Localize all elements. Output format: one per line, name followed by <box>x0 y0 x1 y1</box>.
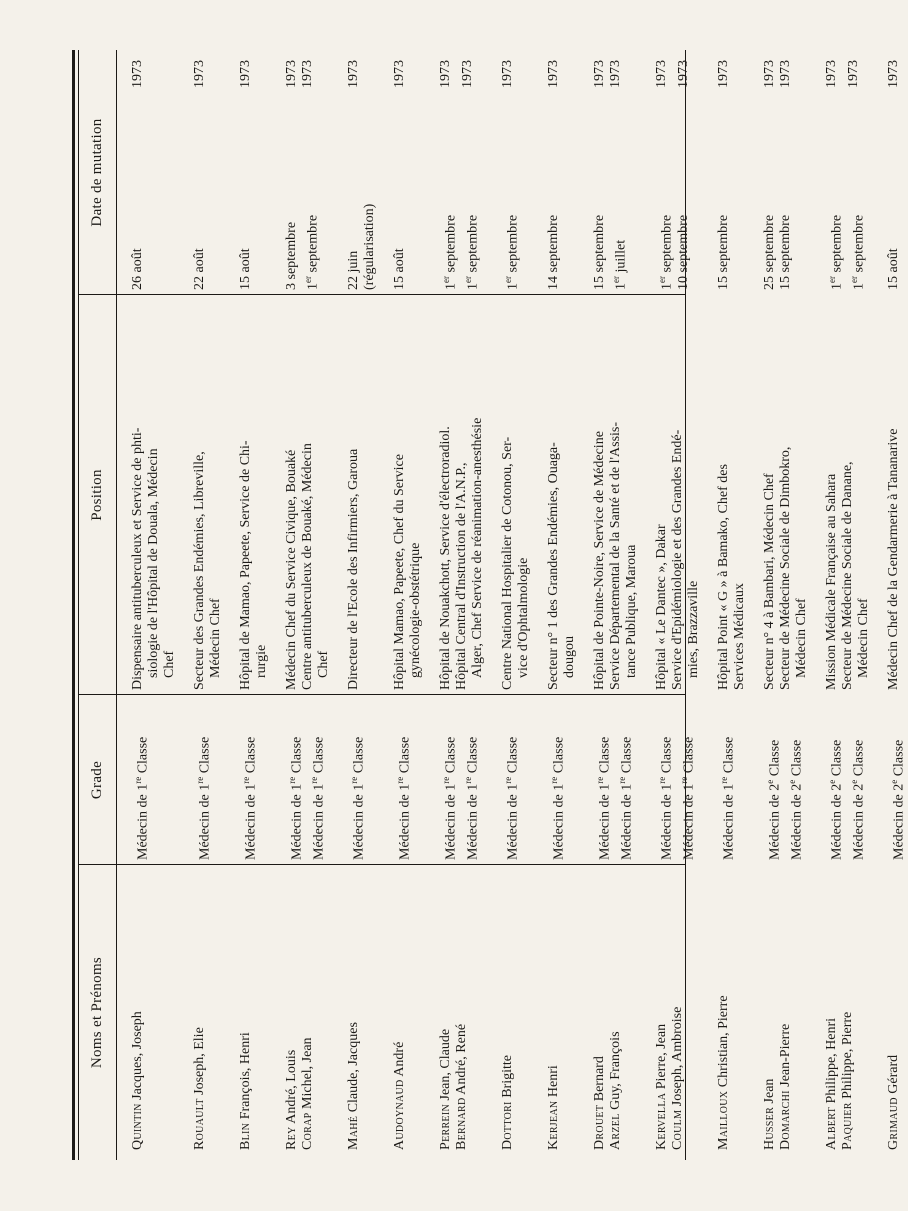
position-line: Chef <box>316 650 331 678</box>
table-row <box>238 50 270 1160</box>
grade-text: Médecin de 1re Classe <box>678 736 697 860</box>
last-name: Kervella <box>654 1092 669 1150</box>
date-day: 15 août <box>886 248 901 290</box>
date-year: 1973 <box>592 60 607 88</box>
cell-position <box>762 300 810 690</box>
first-name: Michel, Jean <box>300 1037 315 1113</box>
position-line: Médecin Chef <box>794 598 809 678</box>
date-day: 1er septembre <box>827 214 845 290</box>
person-name <box>546 870 562 1150</box>
date-year: 1973 <box>392 60 407 88</box>
table-row <box>592 50 640 1160</box>
grade-text: Médecin de 2e Classe <box>786 739 805 860</box>
cell-date <box>824 60 867 290</box>
position-line: Dispensaire antituberculeux et Service de phti- <box>130 427 145 690</box>
cell-name <box>392 870 408 1150</box>
position-line: Médecin Chef <box>856 598 871 678</box>
cell-name <box>192 870 208 1150</box>
cell-position <box>654 300 702 690</box>
cell-position <box>238 300 270 690</box>
person-name <box>454 870 470 1150</box>
date-entry <box>846 60 868 290</box>
position-line: Service Départemental de la Santé et de l'Assis- <box>608 421 623 690</box>
date-year: 1973 <box>192 60 207 88</box>
cell-grade <box>654 700 697 860</box>
position-line: Services Médicaux <box>732 583 747 690</box>
person-name <box>392 870 408 1150</box>
date-day: 15 septembre <box>778 214 793 290</box>
date-day: 1er septembre <box>441 214 459 290</box>
first-name: André <box>392 1041 407 1080</box>
table-row <box>346 50 378 1160</box>
date-entry <box>130 60 146 290</box>
first-name: Christian, Pierre <box>716 995 731 1091</box>
date-day: 26 août <box>130 248 145 290</box>
first-name: Claude, Jacques <box>346 1022 361 1116</box>
date-entry <box>824 60 846 290</box>
cell-date <box>392 60 408 290</box>
first-name: Jean, Claude <box>438 1028 453 1104</box>
position-line: Alger, Chef Service de réanimation-anesthésie <box>470 417 485 678</box>
table-row <box>392 50 424 1160</box>
date-entry <box>460 60 482 290</box>
cell-name <box>716 870 732 1150</box>
position-line: Médecin Chef de la Gendarmerie à Tananarive <box>886 428 901 690</box>
last-name: Rey <box>284 1126 299 1150</box>
cell-grade <box>886 700 908 860</box>
cell-name <box>238 870 254 1150</box>
position-line: Hôpital de Pointe-Noire, Service de Médecine <box>592 431 607 690</box>
header-date: Date de mutation <box>88 118 105 227</box>
cell-date <box>130 60 146 290</box>
date-year: 1973 <box>675 60 691 88</box>
grade-text: Médecin de 1re Classe <box>595 736 613 860</box>
cell-grade <box>824 700 867 860</box>
last-name: Coulm <box>670 1109 685 1150</box>
cell-position <box>192 300 224 690</box>
person-name <box>592 870 608 1150</box>
person-name <box>608 870 624 1150</box>
person-name <box>886 870 902 1150</box>
date-year: 1973 <box>762 60 777 88</box>
cell-name <box>346 870 362 1150</box>
position-line: Médecin Chef <box>208 598 223 678</box>
position-line: Hôpital de Nouakchott, Service d'électroradiol. <box>438 426 453 690</box>
date-entry <box>778 60 794 290</box>
position-line: Secteur de Médecine Sociale de Dimbokro, <box>778 446 793 690</box>
date-day: 15 septembre <box>716 214 731 290</box>
table-row <box>886 50 907 1160</box>
first-name: François, Henri <box>238 1032 253 1123</box>
cell-name <box>824 870 856 1150</box>
grade-text: Médecin de 2e Classe <box>889 739 907 860</box>
date-entry <box>362 60 378 290</box>
top-rule-thick <box>72 50 75 1160</box>
date-entry <box>608 60 630 290</box>
cell-grade <box>438 700 481 860</box>
table-row <box>716 50 748 1160</box>
grade-text: Médecin de 1re Classe <box>616 736 635 860</box>
date-entry <box>886 60 902 290</box>
last-name: Audoynaud <box>392 1079 407 1150</box>
date-entry <box>716 60 732 290</box>
date-year: 1973 <box>546 60 561 88</box>
table-row <box>762 50 810 1160</box>
cell-grade <box>346 700 368 860</box>
first-name: Jean <box>762 1078 777 1107</box>
date-entry <box>654 60 676 290</box>
last-name: Perrein <box>438 1104 453 1150</box>
table-row <box>284 50 332 1160</box>
date-entry <box>392 60 408 290</box>
person-name <box>824 870 840 1150</box>
grade-text: Médecin de 1re Classe <box>287 736 305 860</box>
table-row <box>546 50 578 1160</box>
date-entry <box>546 60 562 290</box>
date-year: 1973 <box>608 60 623 88</box>
date-day: 1er septembre <box>503 214 521 290</box>
cell-name <box>130 870 146 1150</box>
person-name <box>192 870 208 1150</box>
person-name <box>840 870 856 1150</box>
cell-position <box>392 300 424 690</box>
person-name <box>670 870 686 1150</box>
date-year: 1973 <box>654 60 669 88</box>
date-year: 1973 <box>459 60 475 88</box>
cell-grade <box>392 700 414 860</box>
date-entry <box>438 60 460 290</box>
grade-text: Médecin de 1re Classe <box>349 736 367 860</box>
table-row <box>438 50 486 1160</box>
table-row <box>824 50 872 1160</box>
date-day: 15 août <box>392 248 407 290</box>
person-name <box>346 870 362 1150</box>
grade-text: Médecin de 1re Classe <box>308 736 327 860</box>
position-line: Mission Médicale Française au Sahara <box>824 473 839 690</box>
cell-grade <box>284 700 327 860</box>
last-name: Quintin <box>130 1103 145 1150</box>
cell-date <box>716 60 732 290</box>
last-name: Mahé <box>346 1115 361 1150</box>
first-name: Jean-Pierre <box>778 1023 793 1091</box>
cell-position <box>500 300 532 690</box>
cell-date <box>500 60 522 290</box>
position-line: Centre National Hospitalier de Cotonou, Ser- <box>500 436 515 690</box>
cell-name <box>592 870 624 1150</box>
cell-name <box>438 870 470 1150</box>
cell-name <box>500 870 516 1150</box>
grade-text: Médecin de 2e Classe <box>827 739 845 860</box>
top-rule-thin <box>78 50 79 1160</box>
last-name: Domarchi <box>778 1090 793 1150</box>
person-name <box>762 870 778 1150</box>
position-line: Secteur n° 1 des Grandes Endémies, Ouaga- <box>546 442 561 690</box>
person-name <box>238 870 254 1150</box>
cell-grade <box>762 700 805 860</box>
date-year: 1973 <box>300 60 315 88</box>
date-year: 1973 <box>346 60 361 88</box>
cell-name <box>546 870 562 1150</box>
last-name: Drouet <box>592 1104 607 1150</box>
person-name <box>500 870 516 1150</box>
date-day: 1er septembre <box>657 214 675 290</box>
person-name <box>284 870 300 1150</box>
person-name <box>778 870 794 1150</box>
date-entry <box>192 60 208 290</box>
cell-name <box>284 870 316 1150</box>
cell-grade <box>500 700 522 860</box>
last-name: Blin <box>238 1122 253 1150</box>
person-name <box>300 870 316 1150</box>
cell-position <box>716 300 748 690</box>
position-line: dougou <box>562 636 577 678</box>
last-name: Albert <box>824 1107 839 1150</box>
cell-date <box>592 60 630 290</box>
date-day: 22 juin <box>346 250 361 290</box>
cell-date <box>192 60 208 290</box>
last-name: Dottori <box>500 1101 515 1150</box>
date-day: 25 septembre <box>762 214 777 290</box>
cell-grade <box>716 700 738 860</box>
cell-grade <box>592 700 635 860</box>
position-line: Hôpital Mamao, Papeete, Chef du Service <box>392 454 407 690</box>
cell-grade <box>130 700 152 860</box>
date-entry <box>346 60 362 290</box>
cell-grade <box>238 700 260 860</box>
date-year: 1973 <box>845 60 861 88</box>
date-entry <box>676 60 692 290</box>
cell-name <box>654 870 686 1150</box>
date-day: 15 septembre <box>592 214 607 290</box>
last-name: Rouault <box>192 1098 207 1150</box>
first-name: André, Louis <box>284 1049 299 1127</box>
header-name: Noms et Prénoms <box>88 956 105 1069</box>
cell-date <box>546 60 562 290</box>
date-year: 1973 <box>238 60 253 88</box>
cell-position <box>438 300 486 690</box>
person-name <box>130 870 146 1150</box>
grade-text: Médecin de 1re Classe <box>549 736 567 860</box>
date-day: 3 septembre <box>284 221 299 290</box>
date-day: 1er septembre <box>462 214 481 290</box>
first-name: Philippe, Henri <box>824 1017 839 1108</box>
date-day: 10 septembre <box>675 214 691 290</box>
position-line: gynécologie-obstétrique <box>408 542 423 678</box>
cell-position <box>284 300 332 690</box>
grade-text: Médecin de 1re Classe <box>503 736 521 860</box>
position-line: Secteur de Médecine Sociale de Danane, <box>840 461 855 690</box>
first-name: Guy, François <box>608 1031 623 1114</box>
date-year: 1973 <box>716 60 731 88</box>
cell-position <box>824 300 872 690</box>
date-day: 1er juillet <box>611 239 629 290</box>
header-grade: Grade <box>88 760 105 800</box>
cell-position <box>546 300 578 690</box>
first-name: Brigitte <box>500 1055 515 1102</box>
date-year: 1973 <box>886 60 901 88</box>
position-line: Secteur des Grandes Endémies, Libreville, <box>192 451 207 690</box>
date-entry <box>762 60 778 290</box>
date-entry <box>238 60 254 290</box>
grade-text: Médecin de 2e Classe <box>765 739 783 860</box>
cell-date <box>438 60 481 290</box>
table-row <box>192 50 224 1160</box>
first-name: Philippe, Pierre <box>840 1011 855 1103</box>
date-year: 1973 <box>778 60 793 88</box>
first-name: Joseph, Elie <box>192 1027 207 1099</box>
person-name <box>438 870 454 1150</box>
cell-position <box>130 300 178 690</box>
cell-date <box>886 60 902 290</box>
cell-grade <box>546 700 568 860</box>
first-name: Gérard <box>886 1054 901 1098</box>
cell-date <box>654 60 692 290</box>
position-line: vice d'Ophtalmologie <box>516 557 531 678</box>
first-name: Joseph, Ambroise <box>670 1006 685 1110</box>
first-name: Henri <box>546 1065 561 1101</box>
grade-text: Médecin de 1re Classe <box>395 736 413 860</box>
grade-text: Médecin de 1re Classe <box>195 736 213 860</box>
grade-text: Médecin de 1re Classe <box>657 736 675 860</box>
position-line: Hôpital Central d'Instruction de l'A.N.P., <box>454 462 469 690</box>
cell-date <box>284 60 322 290</box>
last-name: Mailloux <box>716 1090 731 1150</box>
person-name <box>654 870 670 1150</box>
last-name: Bernard <box>454 1097 469 1150</box>
grade-text: Médecin de 1re Classe <box>719 736 737 860</box>
date-entry <box>500 60 522 290</box>
date-year: 1973 <box>130 60 145 88</box>
first-name: André, René <box>454 1023 469 1098</box>
last-name: Kerjean <box>546 1100 561 1150</box>
position-line: tance Publique, Maroua <box>624 544 639 678</box>
last-name: Grimaud <box>886 1097 901 1150</box>
last-name: Corap <box>300 1112 315 1150</box>
last-name: Husser <box>762 1106 777 1150</box>
grade-text: Médecin de 2e Classe <box>848 739 867 860</box>
cell-position <box>346 300 362 690</box>
cell-position <box>886 300 902 690</box>
grade-text: Médecin de 1re Classe <box>133 736 151 860</box>
grade-text: Médecin de 1re Classe <box>462 736 481 860</box>
position-line: Centre antituberculeux de Bouaké, Médecin <box>300 443 315 690</box>
date-day: 14 septembre <box>546 214 561 290</box>
table-row <box>500 50 532 1160</box>
date-day: 1er septembre <box>848 214 867 290</box>
date-year: 1973 <box>824 60 839 88</box>
cell-date <box>238 60 254 290</box>
date-day: 1er septembre <box>303 214 321 290</box>
first-name: Bernard <box>592 1056 607 1105</box>
grade-text: Médecin de 1re Classe <box>241 736 259 860</box>
cell-grade <box>192 700 214 860</box>
cell-date <box>346 60 378 290</box>
date-entry <box>300 60 322 290</box>
person-name <box>716 870 732 1150</box>
last-name: Arzel <box>608 1113 623 1150</box>
date-entry <box>284 60 300 290</box>
first-name: Pierre, Jean <box>654 1023 669 1093</box>
position-line: rurgie <box>254 644 269 678</box>
rotated-table <box>68 50 907 1160</box>
cell-date <box>762 60 794 290</box>
header-rule <box>116 50 117 1160</box>
position-line: Directeur de l'Ecole des Infirmiers, Garoua <box>346 448 361 690</box>
position-line: mies, Brazzaville <box>686 580 701 678</box>
position-line: siologie de l'Hôpital de Douala, Médecin <box>146 448 161 678</box>
cell-position <box>592 300 640 690</box>
cell-name <box>762 870 794 1150</box>
position-line: Hôpital Point « G » à Bamako, Chef des <box>716 464 731 690</box>
position-line: Service d'Epidémiologie et des Grandes Endé- <box>670 429 685 690</box>
date-day: 22 août <box>192 248 207 290</box>
position-line: Chef <box>162 650 177 678</box>
date-year: 1973 <box>500 60 515 88</box>
date-day: (régularisation) <box>362 203 377 290</box>
position-line: Médecin Chef du Service Civique, Bouaké <box>284 449 299 690</box>
position-line: Secteur n° 4 à Bambari, Médecin Chef <box>762 473 777 690</box>
date-year: 1973 <box>438 60 453 88</box>
table-row <box>654 50 702 1160</box>
grade-text: Médecin de 1re Classe <box>441 736 459 860</box>
cell-name <box>886 870 902 1150</box>
date-day: 15 août <box>238 248 253 290</box>
last-name: Paquier <box>840 1102 855 1150</box>
position-line: Hôpital « Le Dantec », Dakar <box>654 524 669 690</box>
position-line: Hôpital de Mamao, Papeete, Service de Chi- <box>238 440 253 690</box>
date-entry <box>592 60 608 290</box>
date-year: 1973 <box>284 60 299 88</box>
table-row <box>130 50 178 1160</box>
header-position: Position <box>88 469 105 521</box>
first-name: Jacques, Joseph <box>130 1011 145 1104</box>
